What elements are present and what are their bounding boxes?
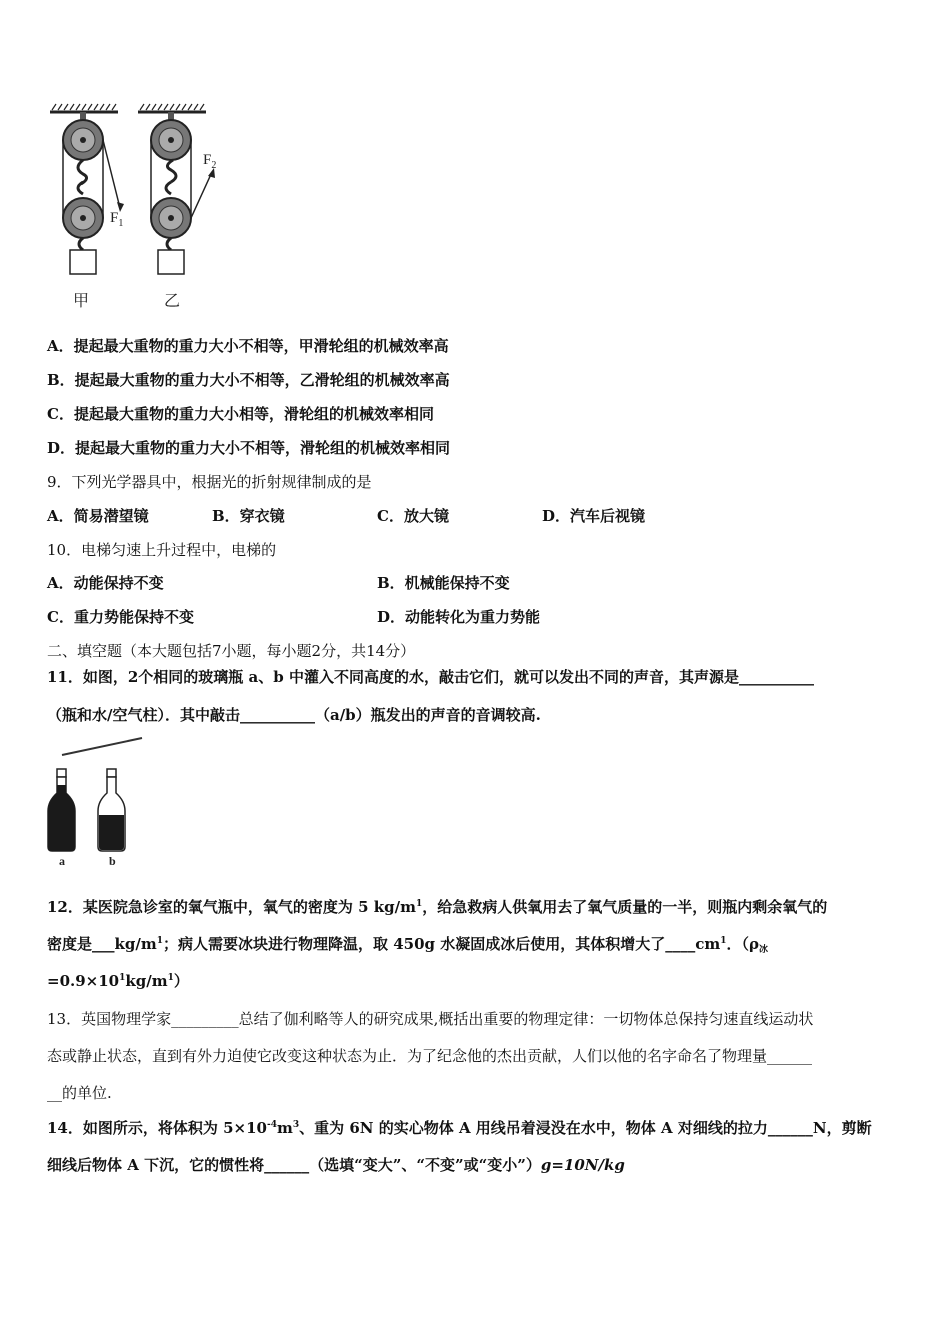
q12-l2-c: ．（ρ bbox=[726, 935, 760, 953]
force-label-f2 bbox=[203, 152, 216, 171]
force-label-f1 bbox=[110, 210, 123, 229]
q14-line1 bbox=[47, 1118, 872, 1138]
q14-l1-a: 14．如图所示，将体积为 5×10 bbox=[47, 1119, 267, 1137]
q13-line2: 态或静止状态，直到有外力迫使它改变这种状态为止．为了纪念他的杰出贡献，人们以他的名字命名了物理量______ bbox=[47, 1047, 813, 1065]
bottle-a-label: a bbox=[59, 854, 65, 868]
force-f1-text: F bbox=[110, 210, 119, 226]
q14-l1-b: m bbox=[276, 1119, 293, 1137]
q14-l1-sup1: -4 bbox=[266, 1120, 277, 1130]
ceiling-left bbox=[50, 104, 118, 112]
q11-line2: （瓶和水/空气柱）．其中敲击__________（a/b）瓶发出的声音的音调较高. bbox=[47, 706, 541, 724]
q12-l1-a: 12．某医院急诊室的氧气瓶中，氧气的密度为 5 kg/m bbox=[47, 898, 416, 916]
section-2-heading: 二、填空题（本大题包括7小题，每小题2分，共14分） bbox=[47, 642, 416, 660]
q11-line1: 11．如图，2个相同的玻璃瓶 a、b 中灌入不同高度的水，敲击它们，就可以发出不同的声音，其声源是__________ bbox=[47, 668, 814, 686]
q14-line2 bbox=[47, 1155, 625, 1175]
force-f1-sub: 1 bbox=[118, 218, 124, 229]
q14-l2-a: 细线后物体 A 下沉，它的惯性将______（选填“变大”、“不变”或“变小”） bbox=[47, 1156, 541, 1174]
q8-option-a: A．提起最大重物的重力大小不相等，甲滑轮组的机械效率高 bbox=[47, 337, 449, 355]
q12-l3-a: =0.9×10 bbox=[47, 972, 120, 990]
q12-l3-b: kg/m bbox=[125, 972, 168, 990]
q12-line2 bbox=[47, 934, 768, 954]
q14-l1-sup2: 3 bbox=[292, 1120, 300, 1130]
label-jia: 甲 bbox=[73, 291, 90, 310]
q12-l3-c: ） bbox=[173, 972, 189, 990]
q10-option-c: C．重力势能保持不变 bbox=[47, 608, 194, 626]
pulley-system-jia bbox=[63, 112, 124, 274]
q12-l2-sub: 冰 bbox=[759, 945, 769, 955]
q12-l3-sup2: 1 bbox=[167, 973, 174, 983]
q10-option-d: D．动能转化为重力势能 bbox=[377, 608, 541, 626]
q12-l2-a: 密度是___kg/m bbox=[47, 935, 157, 953]
q13-line1: 13．英国物理学家_________总结了伽利略等人的研究成果,概括出重要的物理定律：一切物体总保持匀速直线运动状 bbox=[47, 1010, 814, 1028]
q12-l2-b: ；病人需要冰块进行物理降温，取 450g 水凝固成冰后使用，其体积增大了____cm bbox=[163, 935, 721, 953]
q10-stem: 10．电梯匀速上升过程中，电梯的 bbox=[47, 541, 277, 559]
q9-option-c: C．放大镜 bbox=[377, 507, 449, 525]
q9-stem: 9．下列光学器具中，根据光的折射规律制成的是 bbox=[47, 473, 372, 491]
q8-option-d: D．提起最大重物的重力大小不相等，滑轮组的机械效率相同 bbox=[47, 439, 451, 457]
q12-l1-sup: 1 bbox=[416, 899, 423, 909]
q12-line1 bbox=[47, 897, 827, 917]
q9-option-b: B．穿衣镜 bbox=[212, 507, 285, 525]
q12-l2-sup2: 1 bbox=[720, 936, 727, 946]
q14-l2-g: g=10N/kg bbox=[540, 1156, 625, 1174]
q10-option-b: B．机械能保持不变 bbox=[377, 574, 510, 592]
ceiling-right bbox=[138, 104, 206, 112]
q8-option-b: B．提起最大重物的重力大小不相等，乙滑轮组的机械效率高 bbox=[47, 371, 450, 389]
q10-option-a: A．动能保持不变 bbox=[47, 574, 164, 592]
q9-option-d: D．汽车后视镜 bbox=[542, 507, 646, 525]
force-f2-sub: 2 bbox=[211, 160, 217, 171]
bottles-figure bbox=[40, 735, 150, 870]
bottle-a bbox=[48, 769, 75, 851]
q14-l1-c: 、重为 6N 的实心物体 A 用线吊着浸没在水中，物体 A 对细线的拉力______N，剪断 bbox=[299, 1119, 872, 1137]
q12-l3-sup1: 1 bbox=[119, 973, 126, 983]
q13-line3: __的单位. bbox=[47, 1084, 112, 1102]
q12-l2-sup1: 1 bbox=[156, 936, 163, 946]
q12-line3 bbox=[47, 971, 189, 991]
striking-stick bbox=[62, 738, 142, 755]
label-yi: 乙 bbox=[164, 291, 181, 310]
q9-option-a: A．简易潜望镜 bbox=[47, 507, 149, 525]
q12-l1-b: ，给急救病人供氧用去了氧气质量的一半，则瓶内剩余氧气的 bbox=[422, 898, 828, 916]
q8-option-c: C．提起最大重物的重力大小相等，滑轮组的机械效率相同 bbox=[47, 405, 434, 423]
pulley-figure bbox=[40, 100, 240, 315]
bottle-b-label: b bbox=[109, 854, 116, 868]
force-f2-text: F bbox=[203, 152, 212, 168]
pulley-system-yi bbox=[151, 112, 215, 274]
bottle-b bbox=[98, 769, 125, 851]
